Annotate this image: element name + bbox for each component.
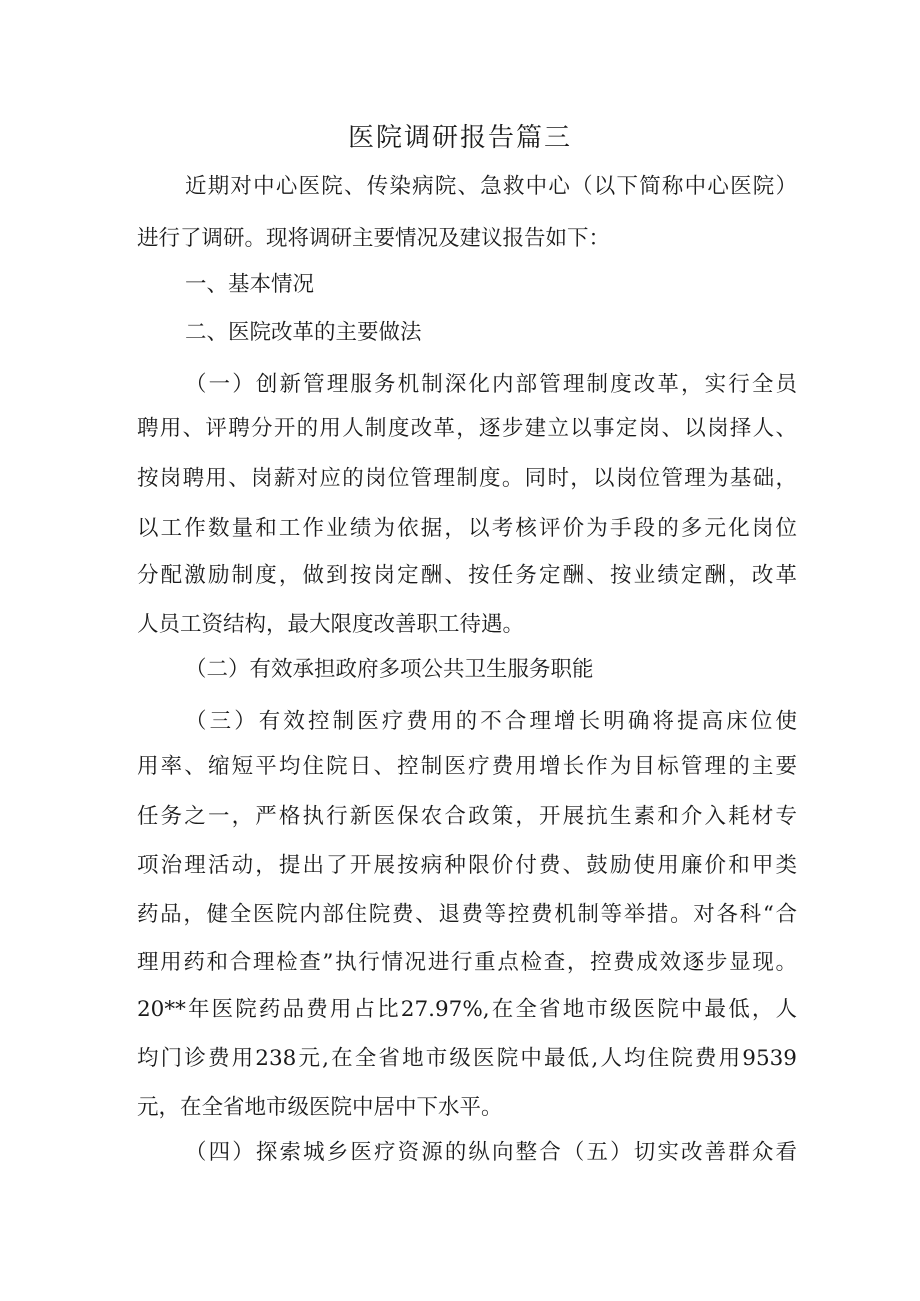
paragraph-line: 以工作数量和工作业绩为依据，以考核评价为手段的多元化岗位 [137,516,797,541]
paragraph-line: 均门诊费用238元,在全省地市级医院中最低,人均住院费用9539 [137,1046,797,1071]
paragraph-line: 人员工资结构，最大限度改善职工待遇。 [137,612,525,637]
paragraph-line: 20**年医院药品费用占比27.97%,在全省地市级医院中最低，人 [137,997,797,1022]
paragraph-line: 理用药和合理检查”执行情况进行重点检查，控费成效逐步显现。 [137,950,797,975]
paragraph-line: 按岗聘用、岗薪对应的岗位管理制度。同时，以岗位管理为基础， [137,466,797,491]
paragraph-line: 元，在全省地市级医院中居中下水平。 [137,1095,503,1120]
paragraph-line: 项治理活动，提出了开展按病种限价付费、鼓励使用廉价和甲类 [137,853,797,878]
paragraph-line: 任务之一，严格执行新医保农合政策，开展抗生素和介入耗材专 [137,804,797,829]
paragraph-line: 分配激励制度，做到按岗定酬、按任务定酬、按业绩定酬，改革 [137,563,797,588]
paragraph-line: 聘用、评聘分开的用人制度改革，逐步建立以事定岗、以岗择人、 [137,416,797,441]
paragraph-line: 进行了调研。现将调研主要情况及建议报告如下： [137,226,611,251]
paragraph-line: 近期对中心医院、传染病院、急救中心（以下简称中心医院） [185,174,797,199]
paragraph-line: （一）创新管理服务机制深化内部管理制度改革，实行全员 [185,372,797,397]
paragraph-line: （三）有效控制医疗费用的不合理增长明确将提高床位使 [185,709,797,734]
paragraph-line: （四）探索城乡医疗资源的纵向整合（五）切实改善群众看 [185,1140,797,1165]
document-title: 医院调研报告篇三 [347,123,572,153]
section-heading: （二）有效承担政府多项公共卫生服务职能 [185,657,594,682]
section-heading: 二、医院改革的主要做法 [185,320,422,345]
section-heading: 一、基本情况 [185,272,315,297]
paragraph-line: 药品，健全医院内部住院费、退费等控费机制等举措。对各科“合 [137,902,797,927]
paragraph-line: 用率、缩短平均住院日、控制医疗费用增长作为目标管理的主要 [137,754,797,779]
